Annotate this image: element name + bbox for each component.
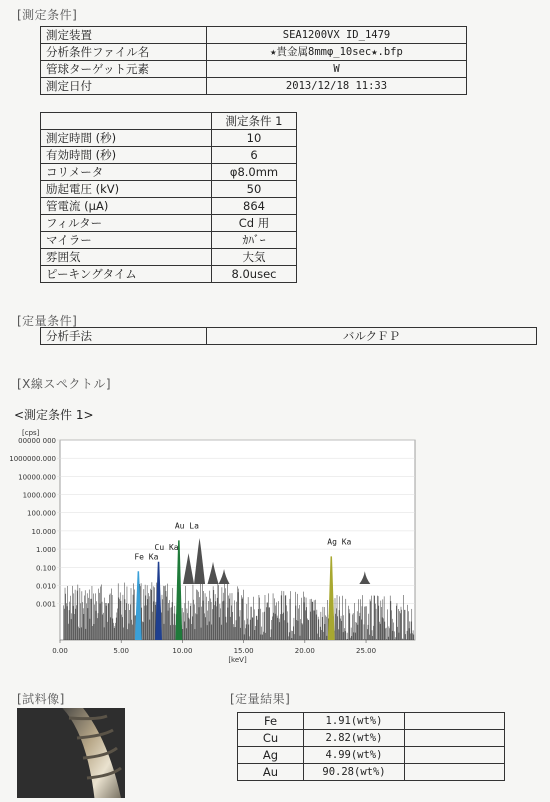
result-row <box>238 764 505 781</box>
condition-row <box>41 232 297 249</box>
x-axis-label: [keV] <box>228 656 247 664</box>
peak-label: Au La <box>174 521 199 531</box>
result-row <box>238 713 505 730</box>
x-tick-label: 25.00 <box>356 647 377 655</box>
condition-row <box>41 266 297 283</box>
instrument-value: W <box>207 61 467 78</box>
instrument-value: SEA1200VX ID_1479 <box>207 27 467 44</box>
y-tick-label: 0.010 <box>35 582 56 591</box>
y-tick-label: 10000.000 <box>18 473 56 482</box>
condition-value: ｶﾊﾞｰ <box>212 232 297 249</box>
condition-value: 6 <box>212 147 297 164</box>
condition-label: 管電流 (μA) <box>41 198 212 215</box>
condition-row <box>41 130 297 147</box>
instrument-label: 測定日付 <box>41 78 207 95</box>
result-value: 90.28(wt%) <box>304 764 405 781</box>
x-tick-label: 0.00 <box>52 647 68 655</box>
instrument-label: 測定装置 <box>41 27 207 44</box>
x-tick-label: 20.00 <box>294 647 315 655</box>
quant-method-table <box>40 327 537 345</box>
section-measurement-conditions: [測定条件] <box>17 8 78 22</box>
y-tick-label: 1.000 <box>35 546 56 555</box>
section-quant-results: [定量結果] <box>230 692 291 706</box>
condition-row <box>41 181 297 198</box>
condition-label: 励起電圧 (kV) <box>41 181 212 198</box>
result-blank <box>405 713 505 730</box>
instrument-row <box>41 61 467 78</box>
peak-label: Fe Ka <box>134 552 159 562</box>
condition-value: 864 <box>212 198 297 215</box>
quant-method-label: 分析手法 <box>41 328 207 345</box>
sample-photo <box>17 708 125 798</box>
condition-label: コリメータ <box>41 164 212 181</box>
peak-label: Cu Ka <box>154 542 179 552</box>
xray-spectrum-chart <box>0 410 430 675</box>
instrument-value: 2013/12/18 11:33 <box>207 78 467 95</box>
quant-method-value: バルクＦＰ <box>207 328 537 345</box>
result-row <box>238 730 505 747</box>
condition-label: 測定時間 (秒) <box>41 130 212 147</box>
y-tick-label: 0.001 <box>35 600 56 609</box>
results-table <box>237 712 505 781</box>
condition-row <box>41 164 297 181</box>
result-row <box>238 747 505 764</box>
instrument-value: ★貴金属8mmφ_10sec★.bfp <box>207 44 467 61</box>
condition-row <box>41 198 297 215</box>
result-element: Au <box>238 764 304 781</box>
result-value: 2.82(wt%) <box>304 730 405 747</box>
condition-label: フィルター <box>41 215 212 232</box>
y-tick-label: 1000000.000 <box>9 455 56 464</box>
x-tick-label: 5.00 <box>113 647 130 655</box>
instrument-label: 管球ターゲット元素 <box>41 61 207 78</box>
y-tick-label: 1000.000 <box>22 491 56 500</box>
instrument-row <box>41 27 467 44</box>
conditions-table <box>40 112 297 283</box>
result-element: Ag <box>238 747 304 764</box>
result-blank <box>405 747 505 764</box>
condition-value: 10 <box>212 130 297 147</box>
y-axis-label: [cps] <box>22 429 40 437</box>
condition-row <box>41 249 297 266</box>
condition-value: 8.0usec <box>212 266 297 283</box>
section-xray-spectrum: [X線スペクトル] <box>17 377 112 391</box>
y-tick-label: 10.000 <box>31 527 56 536</box>
section-sample-image: [試料像] <box>17 692 65 706</box>
condition-label: ピーキングタイム <box>41 266 212 283</box>
condition-label: 雰囲気 <box>41 249 212 266</box>
condition-row <box>41 147 297 164</box>
instrument-row <box>41 44 467 61</box>
condition-value: 大気 <box>212 249 297 266</box>
conditions-header-row <box>41 113 297 130</box>
result-value: 4.99(wt%) <box>304 747 405 764</box>
result-element: Cu <box>238 730 304 747</box>
y-tick-label: 00000 000 <box>18 437 56 445</box>
result-blank <box>405 764 505 781</box>
result-element: Fe <box>238 713 304 730</box>
condition-value: φ8.0mm <box>212 164 297 181</box>
spectrum-subtitle: <測定条件 1> <box>14 408 94 422</box>
section-quant-conditions: [定量条件] <box>17 314 78 328</box>
conditions-header: 測定条件 1 <box>212 113 297 130</box>
instrument-table <box>40 26 467 95</box>
result-value: 1.91(wt%) <box>304 713 405 730</box>
instrument-row <box>41 78 467 95</box>
condition-label: 有効時間 (秒) <box>41 147 212 164</box>
y-tick-label: 100.000 <box>27 509 56 518</box>
condition-value: Cd 用 <box>212 215 297 232</box>
x-tick-label: 15.00 <box>233 647 254 655</box>
condition-value: 50 <box>212 181 297 198</box>
x-tick-label: 10.00 <box>172 647 193 655</box>
instrument-label: 分析条件ファイル名 <box>41 44 207 61</box>
condition-label: マイラー <box>41 232 212 249</box>
y-tick-label: 0.100 <box>35 564 56 573</box>
result-blank <box>405 730 505 747</box>
peak-label: Ag Ka <box>327 537 352 547</box>
condition-row <box>41 215 297 232</box>
